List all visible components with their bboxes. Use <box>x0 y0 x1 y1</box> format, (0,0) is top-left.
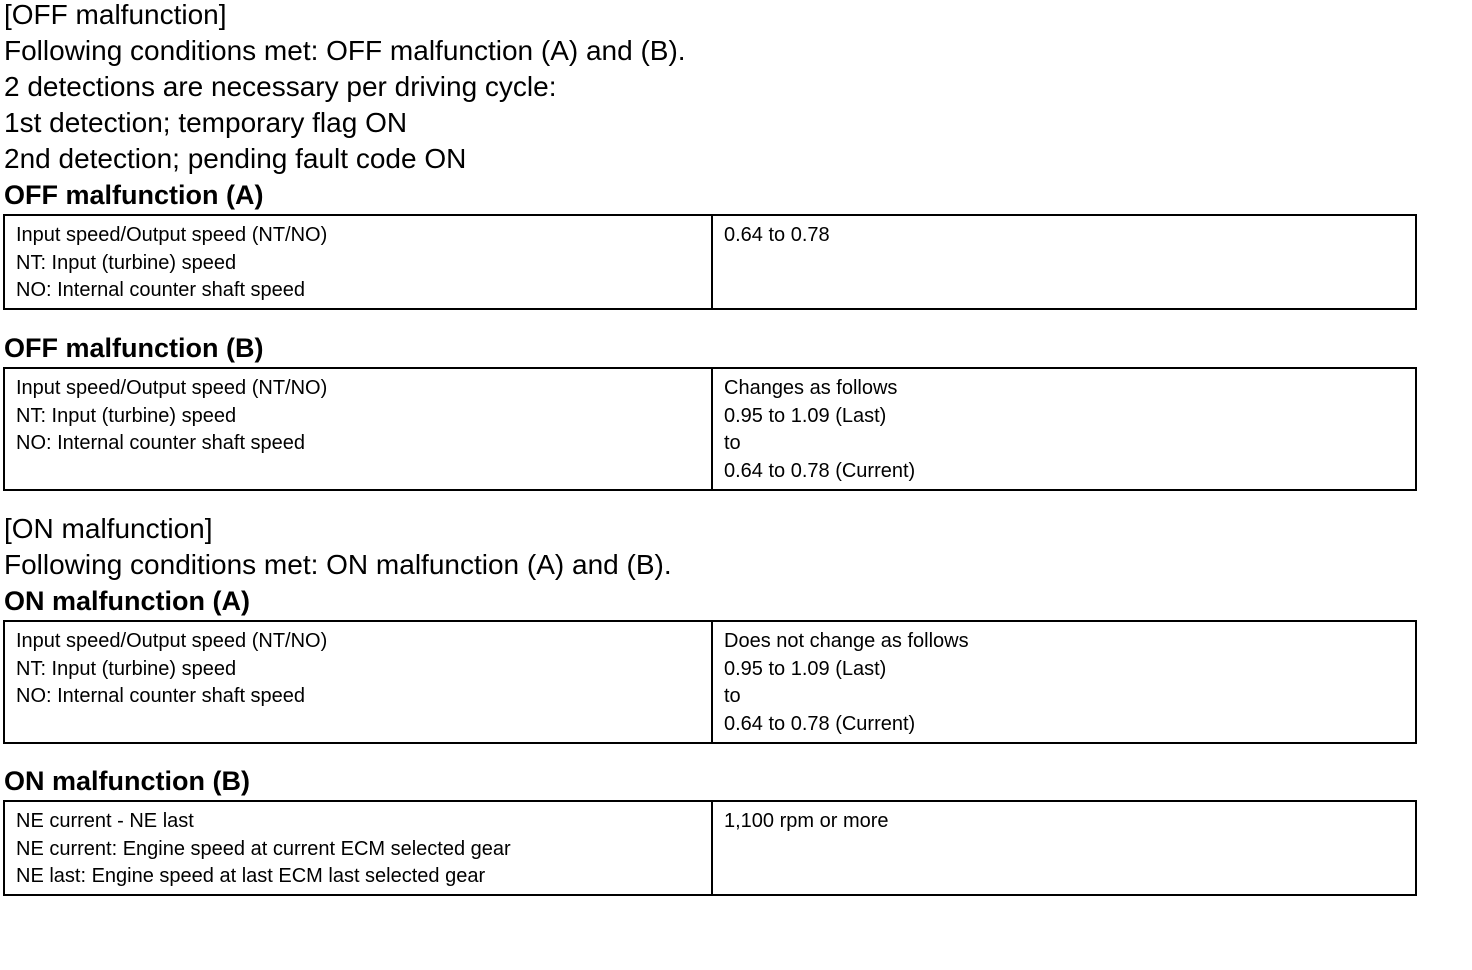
off-b-value-line: Changes as follows <box>724 377 898 399</box>
on-a-condition-line: NO: Internal counter shaft speed <box>16 685 306 708</box>
detection-1-text: 1st detection; temporary flag ON <box>4 107 408 138</box>
off-b-condition-line: Input speed/Output speed (NT/NO) <box>16 377 328 399</box>
off-b-condition-cell <box>5 369 713 489</box>
off-conditions-text: Following conditions met: OFF malfunction (A) and (B). <box>4 35 686 66</box>
off-b-value-line: 0.64 to 0.78 (Current) <box>724 460 916 483</box>
off-malfunction-title: [OFF malfunction] <box>4 0 227 30</box>
on-b-value-line: 1,100 rpm or more <box>724 810 889 832</box>
off-b-value-line: 0.95 to 1.09 (Last) <box>724 404 887 427</box>
on-a-condition-line: Input speed/Output speed (NT/NO) <box>16 630 328 652</box>
on-b-condition-cell <box>5 802 713 894</box>
on-b-condition-line: NE current - NE last <box>16 810 194 832</box>
off-b-condition-line: NO: Internal counter shaft speed <box>16 432 306 455</box>
off-a-condition-line: NO: Internal counter shaft speed <box>16 279 306 302</box>
on-b-heading: ON malfunction (B) <box>4 766 250 796</box>
off-b-table <box>3 367 1417 491</box>
off-a-condition-cell <box>5 216 713 308</box>
on-b-value-cell <box>713 802 1415 894</box>
off-b-heading: OFF malfunction (B) <box>4 333 264 363</box>
on-a-value-line: 0.95 to 1.09 (Last) <box>724 657 887 680</box>
on-conditions-text: Following conditions met: ON malfunction (A) and (B). <box>4 549 672 580</box>
on-a-value-cell <box>713 622 1415 742</box>
off-a-value-line: 0.64 to 0.78 <box>724 224 830 246</box>
on-a-table <box>3 620 1417 744</box>
off-a-heading: OFF malfunction (A) <box>4 180 264 210</box>
on-a-condition-line: NT: Input (turbine) speed <box>16 657 237 680</box>
on-b-condition-line: NE current: Engine speed at current ECM selected gear <box>16 837 511 860</box>
detections-intro-text: 2 detections are necessary per driving cycle: <box>4 71 557 102</box>
on-malfunction-title: [ON malfunction] <box>4 513 213 544</box>
off-a-condition-line: Input speed/Output speed (NT/NO) <box>16 224 328 246</box>
detection-2-text: 2nd detection; pending fault code ON <box>4 143 467 174</box>
off-b-value-cell <box>713 369 1415 489</box>
on-a-value-line: to <box>724 685 741 708</box>
off-a-condition-line: NT: Input (turbine) speed <box>16 251 237 274</box>
off-b-value-line: to <box>724 432 741 455</box>
off-a-table <box>3 214 1417 310</box>
on-a-value-line: 0.64 to 0.78 (Current) <box>724 713 916 736</box>
off-b-condition-line: NT: Input (turbine) speed <box>16 404 237 427</box>
on-b-condition-line: NE last: Engine speed at last ECM last selected gear <box>16 865 486 888</box>
on-b-table <box>3 800 1417 896</box>
on-a-heading: ON malfunction (A) <box>4 586 250 616</box>
on-a-condition-cell <box>5 622 713 742</box>
on-a-value-line: Does not change as follows <box>724 630 969 652</box>
off-a-value-cell <box>713 216 1415 308</box>
